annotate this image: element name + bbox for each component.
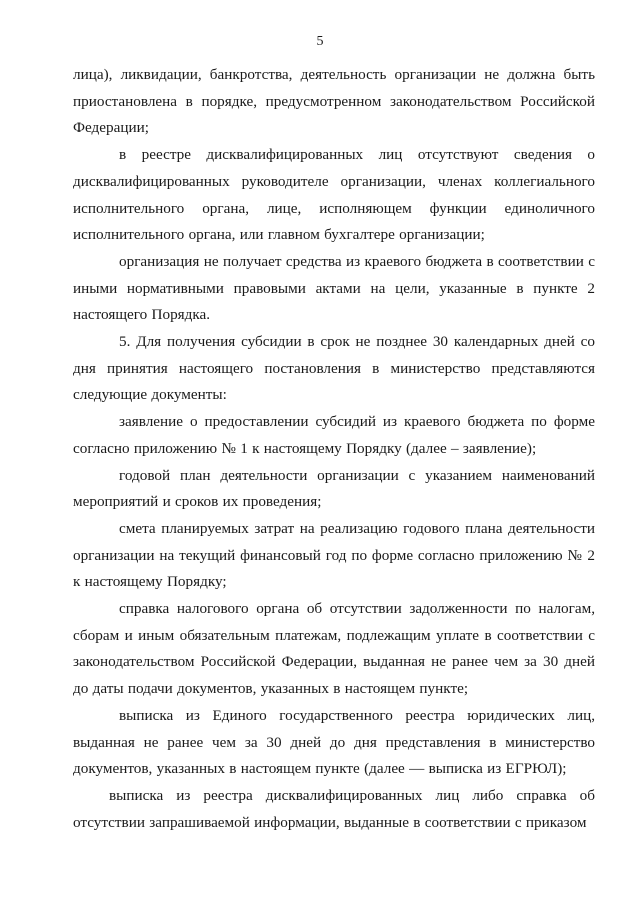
paragraph-disqualified-extract: выписка из реестра дисквалифицированных лиц либо справка об отсутствии запрашиваемой информации, выданные в соответствии с приказом: [73, 786, 595, 831]
paragraph-cost-estimate: смета планируемых затрат на реализацию годового плана деятельности организации на текущий финансовый год по форме согласно приложению № 2 к настоящему Порядку;: [73, 519, 595, 591]
paragraph-tax-certificate: справка налогового органа об отсутствии задолженности по налогам, сборам и иным обязательным платежам, подлежащим уплате в соответствии с законодательством Российской Федерации, выданная не ранее чем за 30 дней до даты подачи документов, указанных в настоящем пункте;: [73, 600, 595, 698]
paragraph-item-5: 5. Для получения субсидии в срок не позднее 30 календарных дней со дня принятия настоящего постановления в министерство представляются следующие документы:: [73, 333, 595, 404]
paragraph-annual-plan: годовой план деятельности организации с указанием наименований мероприятий и сроков их проведения;: [73, 466, 595, 511]
paragraph-application: заявление о предоставлении субсидий из краевого бюджета по форме согласно приложению № 1 к настоящему Порядку (далее – заявление);: [73, 413, 595, 457]
paragraph-budget-funds: организация не получает средства из краевого бюджета в соответствии с иными нормативными правовыми актами на цели, указанные в пункте 2 настоящего Порядка.: [73, 252, 595, 324]
paragraph-egrul-extract: выписка из Единого государственного реестра юридических лиц, выданная не ранее чем за 30 дней до дня представления в министерство документов, указанных в настоящем пункте (далее — выписка из ЕГРЮЛ);: [73, 706, 595, 778]
paragraph-disqualified-registry: в реестре дисквалифицированных лиц отсутствуют сведения о дисквалифицированных руководителе организации, членах коллегиального исполнительного органа, лице, исполняющем функции единоличного исполнительного органа, или главном бухгалтере организации;: [73, 146, 595, 244]
paragraph-continuation: лица), ликвидации, банкротства, деятельность организации не должна быть приостановлена в порядке, предусмотренном законодательством Российской Федерации;: [73, 66, 595, 137]
page-number: 5: [316, 34, 324, 49]
document-body: [73, 62, 595, 836]
